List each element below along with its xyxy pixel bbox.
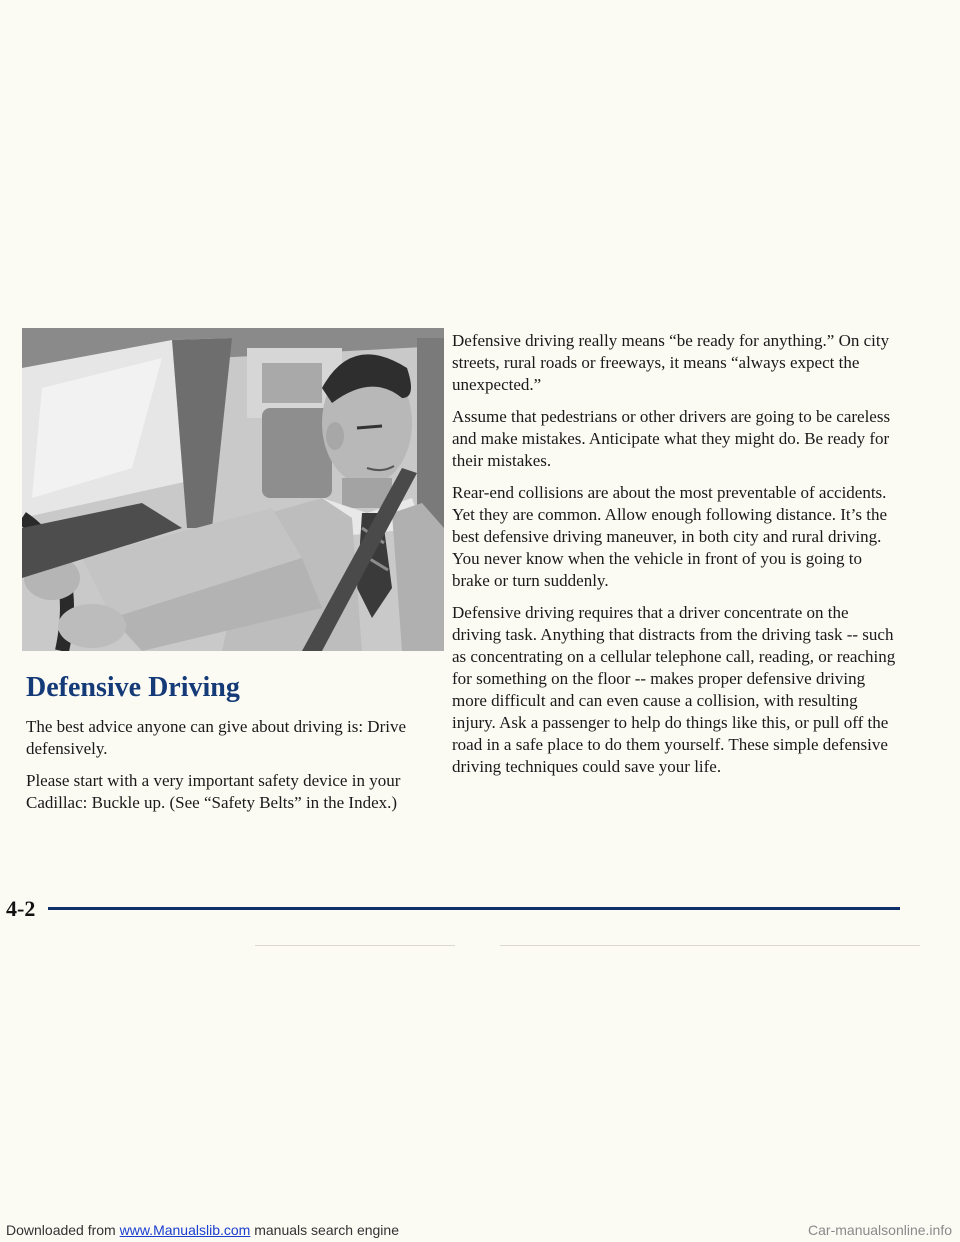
paragraph: Defensive driving requires that a driver concentrate on the driving task. Anything that distracts from the driving task -- such as concentrating on a cellular telephone call, reading, or reaching for something on the floor -- makes proper defensive driving more difficult and can even cause a collision, with resulting injury. Ask a passenger to help do things like this, or pull off the road in a safe place to do them yourself. These simple defensive driving techniques could save your life.	[452, 603, 896, 776]
paragraph: Assume that pedestrians or other drivers are going to be careless and make mistakes. Anticipate what they might do. Be ready for their mistakes.	[452, 407, 891, 470]
driver-illustration	[22, 328, 444, 651]
footer-download-note: Downloaded from www.Manualslib.com manuals search engine	[6, 1222, 399, 1238]
footer	[0, 1222, 960, 1242]
paragraph: Rear-end collisions are about the most preventable of accidents. Yet they are common. Allow enough following distance. It’s the best defensive driving maneuver, in both city and rural driving. You never know when the vehicle in front of you is going to brake or turn suddenly.	[452, 483, 888, 590]
page-rule	[48, 907, 900, 910]
paragraph: The best advice anyone can give about driving is: Drive defensively.	[26, 717, 407, 758]
paragraph: Please start with a very important safety device in your Cadillac: Buckle up. (See “Safety Belts” in the Index.)	[26, 771, 401, 812]
section-heading: Defensive Driving	[26, 672, 240, 703]
manualslib-link[interactable]: www.Manualslib.com	[119, 1222, 251, 1238]
left-column	[26, 716, 446, 824]
footer-watermark: Car-manualsonline.info	[808, 1222, 952, 1238]
paragraph: Defensive driving really means “be ready for anything.” On city streets, rural roads or freeways, it means “always expect the unexpected.”	[452, 331, 890, 394]
divider	[500, 945, 920, 946]
divider	[255, 945, 455, 946]
page-number: 4-2	[6, 896, 36, 921]
right-column	[452, 330, 900, 788]
